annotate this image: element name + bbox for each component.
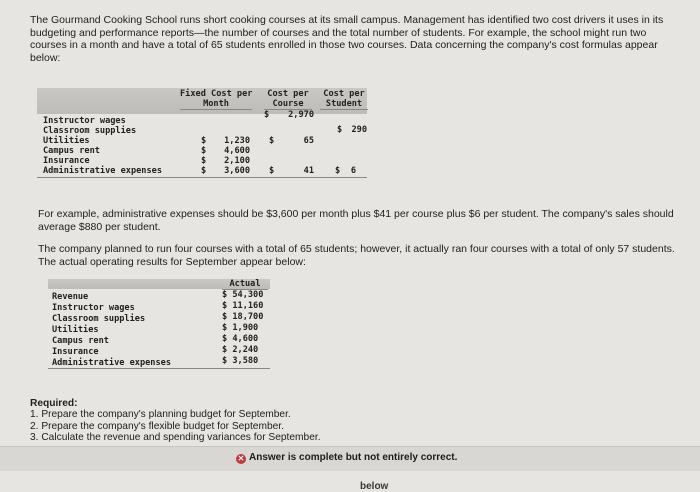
table-cell: $ <box>269 136 275 146</box>
table-cell: $ 2,240 <box>222 345 259 355</box>
table-cell: 3,600 <box>224 166 250 176</box>
table-row-label: Campus rent <box>52 336 109 346</box>
table-row-label: Classroom supplies <box>52 314 146 324</box>
table-row-label: Campus rent <box>43 146 100 156</box>
required-heading: Required: <box>30 398 78 409</box>
col-header-course-2: Course <box>272 99 304 109</box>
table-cell: $ <box>201 146 207 156</box>
table-row-label: Instructor wages <box>43 116 126 126</box>
table-cell: $ 54,300 <box>222 290 264 300</box>
table-cell: 4,600 <box>224 146 250 156</box>
col-header-fixed-2: Month <box>203 99 229 109</box>
col-header-fixed-1: Fixed Cost per <box>180 89 253 99</box>
table-cell: 6 <box>350 166 356 176</box>
table-cell: $ <box>337 125 343 135</box>
table-cell: $ <box>201 156 207 166</box>
table-row-label: Insurance <box>43 156 90 166</box>
table-row-label: Classroom supplies <box>43 126 137 136</box>
table-cell: $ <box>201 166 207 176</box>
table-row-label: Insurance <box>52 347 99 357</box>
table-cell: 1,230 <box>224 136 250 146</box>
table-row-label: Revenue <box>52 292 89 302</box>
table-cell: $ 11,160 <box>222 301 264 311</box>
x-circle-icon: ✕ <box>237 454 245 463</box>
table-row-label: Utilities <box>43 136 90 146</box>
col-header-student-1: Cost per <box>323 89 365 99</box>
col-header-student-2: Student <box>325 99 363 109</box>
table-row-label: Administrative expenses <box>52 358 171 368</box>
table-cell: $ 18,700 <box>222 312 264 322</box>
intro-paragraph: The Gourmand Cooking School runs short cooking courses at its small campus. Management has identified two cost drivers it uses in its budgeting and performance reports—the number of courses and the total number of students. For example, the school might run two courses in a month and have a total of 65 students enrolled in those two courses. Data concerning the company's cost formulas appear below: <box>30 14 664 64</box>
table-row-label: Administrative expenses <box>43 166 162 176</box>
table-cell: 2,100 <box>224 156 250 166</box>
table-cell: $ 3,580 <box>222 356 259 366</box>
required-item: 2. Prepare the company's flexible budget for September. <box>30 420 284 432</box>
table-cell: $ 1,900 <box>222 323 259 333</box>
table-cell: 41 <box>303 166 314 176</box>
table-cell: $ <box>201 136 207 146</box>
answer-status <box>236 452 457 464</box>
planned-paragraph: The company planned to run four courses with a total of 65 students; however, it actually ran four courses with a total of only 57 students. The actual operating results for September appear below: <box>38 243 675 268</box>
answer-status-text: Answer is complete but not entirely correct. <box>249 452 458 463</box>
required-item: 3. Calculate the revenue and spending variances for September. <box>30 432 321 444</box>
cut-off-text: below <box>360 481 389 492</box>
required-item: 1. Prepare the company's planning budget for September. <box>30 409 291 421</box>
table-cell: 290 <box>351 125 367 135</box>
table-cell: 2,970 <box>288 110 314 120</box>
table-cell: $ <box>264 110 270 120</box>
table-cell: $ <box>269 166 275 176</box>
table-cell: 65 <box>303 136 314 146</box>
table-row-label: Utilities <box>52 325 99 335</box>
col-header-course-1: Cost per <box>267 89 309 99</box>
table-cell: $ 4,600 <box>222 334 259 344</box>
table-row-label: Instructor wages <box>52 303 135 313</box>
table-cell: $ <box>335 166 341 176</box>
example-paragraph: For example, administrative expenses should be $3,600 per month plus $41 per course plus $6 per student. The company's sales should average $880 per student. <box>38 208 674 233</box>
required-section <box>30 398 321 444</box>
col-header-actual: Actual <box>229 279 261 289</box>
